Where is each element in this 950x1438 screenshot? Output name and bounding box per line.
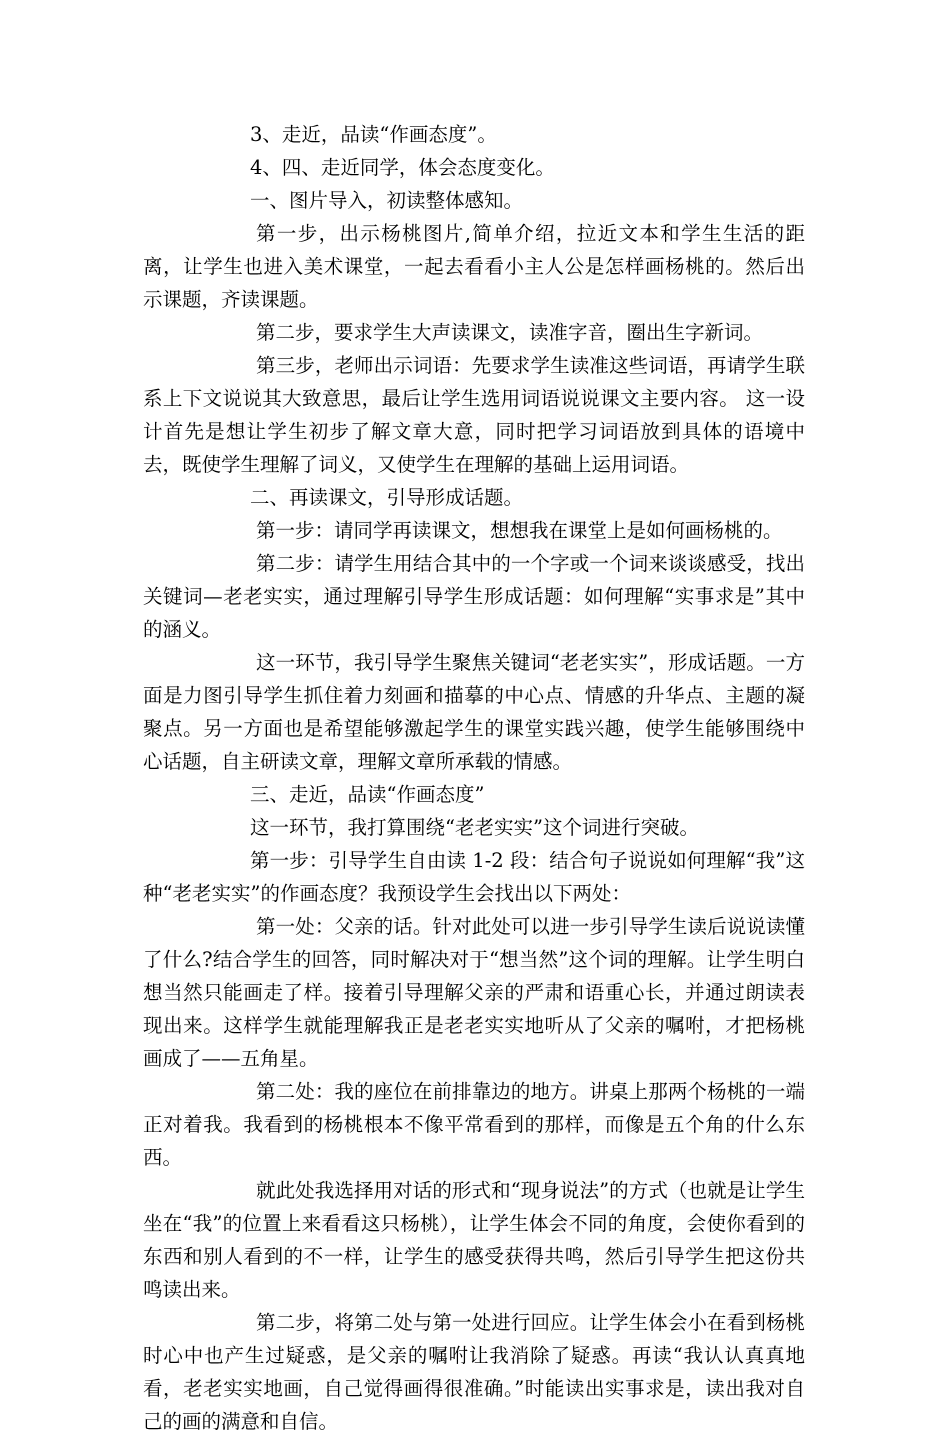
paragraph-s2-step1: 第一步：请同学再读课文，想想我在课堂上是如何画杨桃的。 xyxy=(256,519,783,542)
paragraph-s2-summary: 这一环节，我引导学生聚焦关键词“老老实实”，形成话题。一方面是力图引导学生抓住着力刻画和描摹的中心点、情感的升华点、主题的凝聚点。另一方面也是希望能够激起学生的课堂实践兴趣，使学生能够围绕中心话题，自主研读文章，理解文章所承载的情感。 xyxy=(143,651,805,773)
paragraph-s3-step1: 第一步：引导学生自由读 1-2 段：结合句子说说如何理解“我”这种“老老实实”的作画态度？我预设学生会找出以下两处： xyxy=(143,849,805,905)
paragraph-s2-step2: 第二步：请学生用结合其中的一个字或一个词来谈谈感受，找出关键词—老老实实，通过理解引导学生形成话题：如何理解“实事求是”其中的涵义。 xyxy=(143,552,805,641)
document-body xyxy=(143,118,805,1438)
section-heading-1: 一、图片导入，初读整体感知。 xyxy=(250,189,524,212)
paragraph-step2: 第二步，要求学生大声读课文，读准字音，圈出生字新词。 xyxy=(256,321,764,344)
section-heading-3: 三、走近，品读“作画态度” xyxy=(250,783,485,806)
outline-item-4: 4、四、走近同学，体会态度变化。 xyxy=(250,156,555,179)
paragraph-s3-point1: 第一处：父亲的话。针对此处可以进一步引导学生读后说说读懂了什么?结合学生的回答，同时解决对于“想当然”这个词的理解。让学生明白想当然只能画走了样。接着引导理解父亲的严肃和语重心长，并通过朗读表现出来。这样学生就能理解我正是老老实实地听从了父亲的嘱咐，才把杨桃画成了——五角星。 xyxy=(143,915,805,1070)
paragraph-s3-dialogue: 就此处我选择用对话的形式和“现身说法”的方式（也就是让学生坐在“我”的位置上来看看这只杨桃），让学生体会不同的角度，会使你看到的东西和别人看到的不一样，让学生的感受获得共鸣，然后引导学生把这份共鸣读出来。 xyxy=(143,1179,805,1301)
paragraph-step1: 第一步，出示杨桃图片,简单介绍，拉近文本和学生生活的距离，让学生也进入美术课堂，一起去看看小主人公是怎样画杨桃的。然后出示课题，齐读课题。 xyxy=(143,222,805,311)
paragraph-s3-point2: 第二处：我的座位在前排靠边的地方。讲桌上那两个杨桃的一端正对着我。我看到的杨桃根本不像平常看到的那样，而像是五个角的什么东西。 xyxy=(143,1080,805,1169)
paragraph-s3-intro: 这一环节，我打算围绕“老老实实”这个词进行突破。 xyxy=(250,816,699,839)
section-heading-2: 二、再读课文，引导形成话题。 xyxy=(250,486,524,509)
outline-item-3: 3、走近，品读“作画态度”。 xyxy=(250,123,497,146)
paragraph-s3-step2: 第二步，将第二处与第一处进行回应。让学生体会小在看到杨桃时心中也产生过疑惑，是父亲的嘱咐让我消除了疑惑。再读“我认认真真地看，老老实实地画，自己觉得画得很准确。”时能读出实事求是，读出我对自己的画的满意和自信。 xyxy=(143,1311,805,1433)
paragraph-step3: 第三步，老师出示词语：先要求学生读准这些词语，再请学生联系上下文说说其大致意思，最后让学生选用词语说说课文主要内容。 这一设计首先是想让学生初步了解文章大意，同时把学习词语放到具体的语境中去，既使学生理解了词义，又使学生在理解的基础上运用词语。 xyxy=(143,354,805,476)
